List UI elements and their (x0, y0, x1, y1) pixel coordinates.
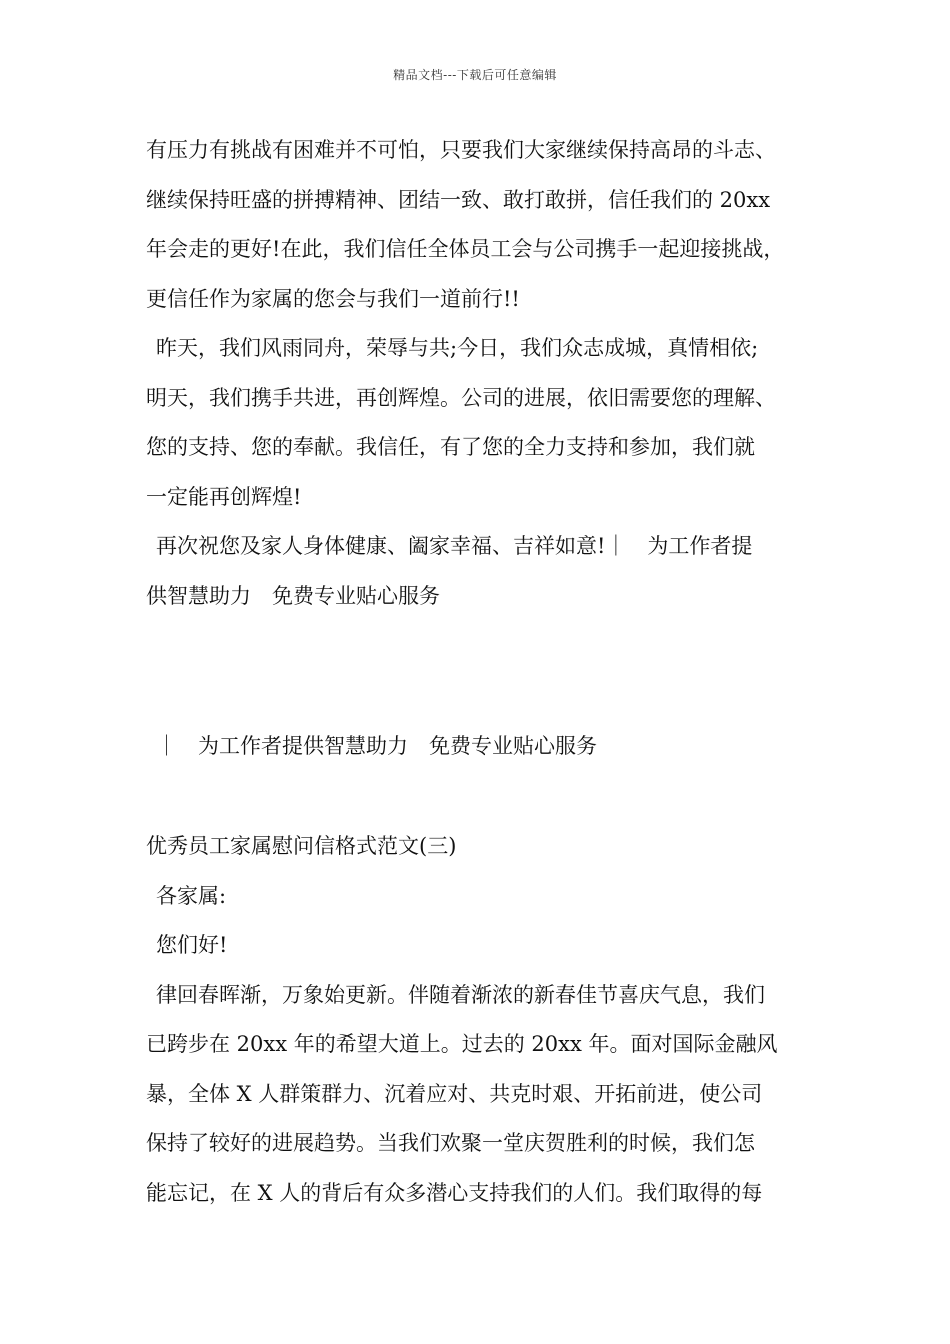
salutation: 各家属: (156, 883, 227, 908)
paragraph-line: 昨天，我们风雨同舟，荣辱与共;今日，我们众志成城，真情相依; (156, 336, 759, 360)
paragraph-line: 再次祝您及家人身体健康、阖家幸福、吉祥如意!｜ 为工作者提 (156, 534, 753, 558)
paragraph-line: 暴，全体 X 人群策群力、沉着应对、共克时艰、开拓前进，使公司 (146, 1081, 763, 1106)
letter-continuation (146, 126, 826, 621)
paragraph-line: 年会走的更好!在此，我们信任全体员工会与公司携手一起迎接挑战， (146, 237, 785, 261)
paragraph-line: 更信任作为家属的您会与我们一道前行!! (146, 286, 520, 311)
paragraph-line: 能忘记，在 X 人的背后有众多潜心支持我们的人们。我们取得的每 (146, 1180, 763, 1205)
paragraph-line: 有压力有挑战有困难并不可怕，只要我们大家继续保持高昂的斗志、 (146, 138, 776, 162)
paragraph-line: 明天，我们携手共进，再创辉煌。公司的进展，依旧需要您的理解、 (146, 385, 776, 410)
section-title: 优秀员工家属慰问信格式范文(三) (146, 834, 457, 858)
paragraph-line: 已跨步在 20xx 年的希望大道上。过去的 20xx 年。面对国际金融风 (146, 1032, 778, 1056)
page-header: 精品文档---下载后可任意编辑 (393, 68, 557, 82)
paragraph-line: 继续保持旺盛的拼搏精神、团结一致、敢打敢拼，信任我们的 20xx (146, 187, 771, 212)
paragraph-line: 供智慧助力 免费专业贴心服务 (146, 583, 440, 608)
promo-separator (146, 722, 826, 772)
greeting: 您们好! (156, 933, 228, 957)
letter-three (146, 822, 826, 1218)
paragraph-line: 保持了较好的进展趋势。当我们欢聚一堂庆贺胜利的时候，我们怎 (146, 1131, 755, 1155)
paragraph-line: 一定能再创辉煌! (146, 484, 302, 509)
paragraph-line: 您的支持、您的奉献。我信任，有了您的全力支持和参加，我们就 (146, 435, 755, 459)
paragraph-line: 律回春晖渐，万象始更新。伴随着渐浓的新春佳节喜庆气息，我们 (156, 982, 765, 1007)
promo-line: ｜ 为工作者提供智慧助力 免费专业贴心服务 (156, 734, 597, 758)
